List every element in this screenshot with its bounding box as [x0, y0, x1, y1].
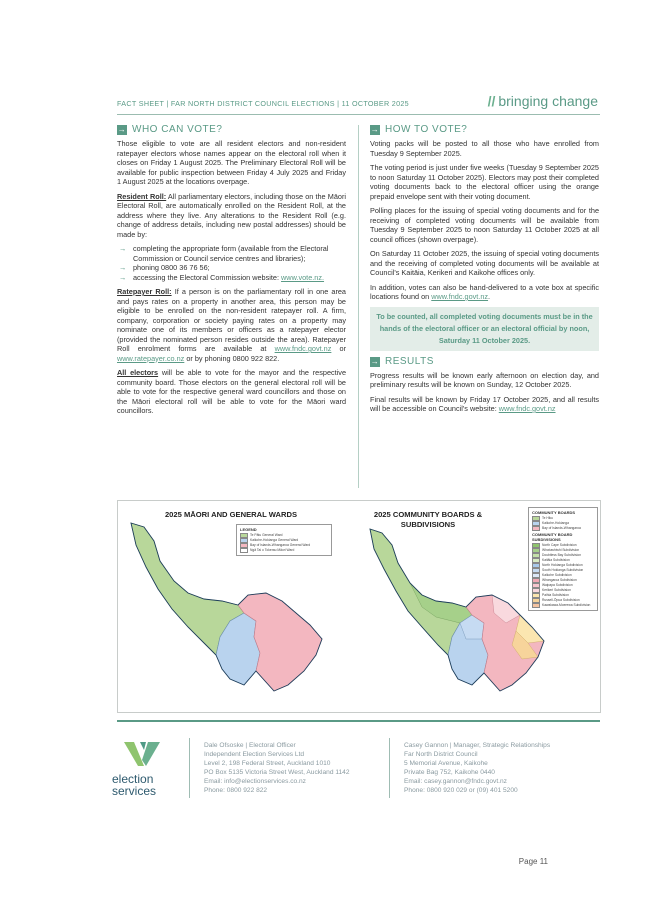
- legend-label: Paihia Subdivision: [542, 593, 569, 598]
- legend-label: North Cape Subdivision: [542, 543, 577, 548]
- legend-label: Kawakawa-Moerewa Subdivision: [542, 603, 591, 608]
- electoral-officer-contact: [204, 741, 350, 795]
- legend-title: LEGEND: [240, 527, 257, 532]
- legend-label: Kaitāia Subdivision: [542, 558, 570, 563]
- legend-label: North Hokianga Subdivision: [542, 563, 583, 568]
- resident-roll-label: Resident Roll:: [117, 191, 167, 201]
- community-boards-map-title: 2025 COMMUNITY BOARDS & SUBDIVISIONS: [373, 510, 483, 529]
- election-services-logo: [112, 742, 177, 797]
- vote-box-text: In addition, votes can also be hand-delivered to a vote box at specific locations found on: [370, 282, 599, 301]
- legend-label: Kaikohe-Hokianga General Ward: [250, 538, 299, 543]
- how-to-vote-column: [370, 125, 599, 419]
- legend-label: Whatuwhiwhi Subdivision: [542, 548, 580, 553]
- contact-email[interactable]: Email: casey.gannon@fndc.govt.nz: [404, 778, 507, 785]
- legend-label: Doubtless Bay Subdivision: [542, 553, 582, 558]
- legend-label: Kerikeri Subdivision: [542, 588, 571, 593]
- ratepayer-roll-paragraph: [117, 287, 346, 363]
- legend-label: Whangaroa Subdivision: [542, 578, 577, 583]
- all-electors-label: All electors: [117, 368, 159, 377]
- how-to-vote-heading: [370, 125, 599, 135]
- how-paragraph-5: [370, 283, 599, 302]
- arrow-box-icon: →: [370, 356, 380, 366]
- list-item-text: accessing the Electoral Commission website:: [133, 272, 282, 282]
- legend-board-rows: [532, 516, 594, 531]
- logo-word-election: election: [112, 772, 154, 786]
- all-electors-text: will be able to vote for the mayor and the respective community board. Those electors on the general electoral roll will be able to vote for the respective general ward councillors and those on the Māori electoral roll will be able to vote for the Māori ward councillors.: [117, 368, 347, 415]
- logo-word-services: services: [112, 784, 157, 798]
- contact-phone: Phone: 0800 922 822: [204, 787, 268, 794]
- legend-label: Te Hiku: [542, 516, 553, 521]
- list-item: → phoning 0800 36 76 56;: [117, 263, 346, 273]
- or-text: or: [331, 344, 347, 353]
- fndc-website-link[interactable]: www.fndc.govt.nz: [498, 404, 556, 413]
- how-heading-text: HOW TO VOTE?: [385, 124, 468, 136]
- contact-line: Casey Gannon | Manager, Strategic Relationships: [404, 742, 551, 749]
- how-paragraph-1: Voting packs will be posted to all those who have enrolled from Tuesday 9 September 2025.: [370, 139, 599, 158]
- period-text: .: [488, 292, 491, 301]
- community-boards-legend: [528, 507, 598, 611]
- legend-label: Waipapa Subdivision: [542, 583, 573, 588]
- legend-label: South Hokianga Subdivision: [542, 568, 584, 573]
- footer-divider-left: [189, 738, 190, 798]
- legend-rows: [240, 533, 328, 553]
- footer-divider: [117, 720, 600, 722]
- results-heading-text: RESULTS: [385, 355, 434, 367]
- legend-swatch: [240, 548, 248, 553]
- contact-email[interactable]: Email: info@electionservices.co.nz: [204, 778, 306, 785]
- legend-entry: [532, 526, 594, 531]
- tagline-slash: //: [487, 93, 496, 109]
- contact-line: Dale Ofsoske | Electoral Officer: [204, 742, 296, 749]
- bringing-change-tagline: [488, 93, 598, 109]
- contact-line: Independent Election Services Ltd: [204, 751, 305, 758]
- how-paragraph-3: Polling places for the issuing of special voting documents and for the receiving of completed voting documents will be available from Tuesday 9 September 2025 to noon Saturday 11 October 2025 at all council offices (shown overpage).: [370, 206, 599, 244]
- legend-label: Ngā Tai o Tokerau Māori Ward: [250, 548, 295, 553]
- who-intro-paragraph: Those eligible to vote are all resident electors and non-resident ratepayer electors whose names appear on the electoral roll when it closes on Friday 1 August 2025. The Preliminary Electoral Roll will be available for public inspection between Friday 4 July 2025 and Friday 1 August 2025 at the locations overpage.: [117, 139, 346, 186]
- who-can-vote-heading: [117, 125, 346, 135]
- results-text: Final results will be known by Friday 17 October 2025, and all results will be accessible on Council's website:: [370, 394, 599, 413]
- legend-label: Russell-Ōpua Subdivision: [542, 598, 580, 603]
- arrow-box-icon: →: [117, 125, 127, 134]
- legend-entry: [532, 603, 594, 608]
- how-paragraph-2: The voting period is just under five weeks (Tuesday 9 September 2025 to noon Saturday 11 October 2025). Electors may post their completed voting documents back to the electoral officer using the orange prepaid envelope sent with their voting document.: [370, 163, 599, 201]
- legend-entry: [240, 548, 328, 553]
- ratepayer-end-text: or by phoning 0800 922 822.: [184, 353, 280, 363]
- list-item: [117, 273, 346, 283]
- how-paragraph-4: On Saturday 11 October 2025, the issuing of special voting documents and the receiving of completed voting documents will be available at Council's Kaitāia, Kerikeri and Kaikohe offices only.: [370, 249, 599, 277]
- footer-divider-right: [389, 738, 390, 798]
- legend-label: Kaikohe Subdivision: [542, 573, 572, 578]
- resident-roll-paragraph: [117, 192, 346, 240]
- resident-roll-list: [117, 244, 346, 282]
- vote-nz-link[interactable]: www.vote.nz.: [281, 272, 325, 282]
- column-divider: [358, 125, 359, 488]
- legend-label: Bay of Islands-Whangaroa General Ward: [250, 543, 311, 548]
- who-heading-text: WHO CAN VOTE?: [132, 124, 223, 136]
- page-number: Page 11: [518, 857, 548, 866]
- results-heading: [370, 357, 599, 367]
- results-paragraph-1: Progress results will be known early afternoon on election day, and preliminary results will be known on Sunday, 12 October 2025.: [370, 370, 599, 389]
- legend-swatch: [532, 603, 540, 608]
- contact-line: 5 Memorial Avenue, Kaikohe: [404, 760, 488, 767]
- all-electors-paragraph: [117, 368, 346, 416]
- legend-swatch: [532, 526, 540, 531]
- fact-sheet-header: FACT SHEET | FAR NORTH DISTRICT COUNCIL ELECTIONS | 11 OCTOBER 2025: [117, 99, 409, 108]
- ratepayer-link[interactable]: www.ratepayer.co.nz: [117, 353, 185, 363]
- list-item: → completing the appropriate form (available from the Electoral Commission or Council service centres and libraries);: [117, 244, 346, 263]
- wards-map-legend: [236, 524, 332, 556]
- ward-maps-panel: [117, 500, 601, 713]
- election-services-v-icon: [124, 742, 164, 768]
- council-contact: [404, 741, 550, 795]
- contact-line: PO Box 5135 Victoria Street West, Auckland 1142: [204, 769, 350, 776]
- resident-roll-text: All parliamentary electors, including those on the Māori Electoral Roll, are automatically enrolled on the Resident Roll, at the address where they live. Any alterations to the Resident Roll (e.g. change of address details, including new postal addresses) should be made by:: [117, 191, 346, 239]
- deadline-callout: To be counted, all completed voting documents must be in the hands of the electoral officer or an electoral official by noon, Saturday 11 October 2025.: [370, 307, 599, 351]
- contact-line: Level 2, 198 Federal Street, Auckland 1010: [204, 760, 331, 767]
- legend-subdivision-rows: [532, 543, 594, 608]
- results-paragraph-2: [370, 395, 599, 414]
- legend-title-boards: COMMUNITY BOARDS: [532, 510, 576, 515]
- contact-line: Private Bag 752, Kaikohe 0440: [404, 769, 495, 776]
- wards-map-title: 2025 MĀORI AND GENERAL WARDS: [164, 510, 298, 519]
- legend-label: Bay of Islands-Whangaroa: [542, 526, 581, 531]
- header-divider: [117, 114, 600, 115]
- arrow-box-icon: →: [370, 125, 380, 134]
- legend-label: Kaikohe-Hokianga: [542, 521, 569, 526]
- ratepayer-roll-label: Ratepayer Roll:: [117, 287, 172, 296]
- who-can-vote-column: [117, 125, 346, 421]
- contact-phone: Phone: 0800 920 029 or (09) 401 5200: [404, 787, 518, 794]
- tagline-text: bringing change: [498, 93, 598, 109]
- fndc-vote-box-link[interactable]: www.fndc.govt.nz: [431, 292, 489, 301]
- contact-line: Far North District Council: [404, 751, 478, 758]
- legend-title-subdivisions: COMMUNITY BOARD SUBDIVISIONS: [532, 532, 573, 542]
- ratepayer-roll-text: If a person is on the parliamentary roll in one area and pays rates on a property in another area, this person may be eligible to be enrolled on the non-resident ratepayer roll. A firm, company, corporation or society paying rates on a property may nominate one of its members or officers as a ratepayer elector (provided the nominated person resides outside the area). Ratepayer Roll enrolment forms are available at: [117, 287, 346, 353]
- legend-label: Te Pātu General Ward: [250, 533, 283, 538]
- fndc-link[interactable]: www.fndc.govt.nz: [274, 344, 332, 353]
